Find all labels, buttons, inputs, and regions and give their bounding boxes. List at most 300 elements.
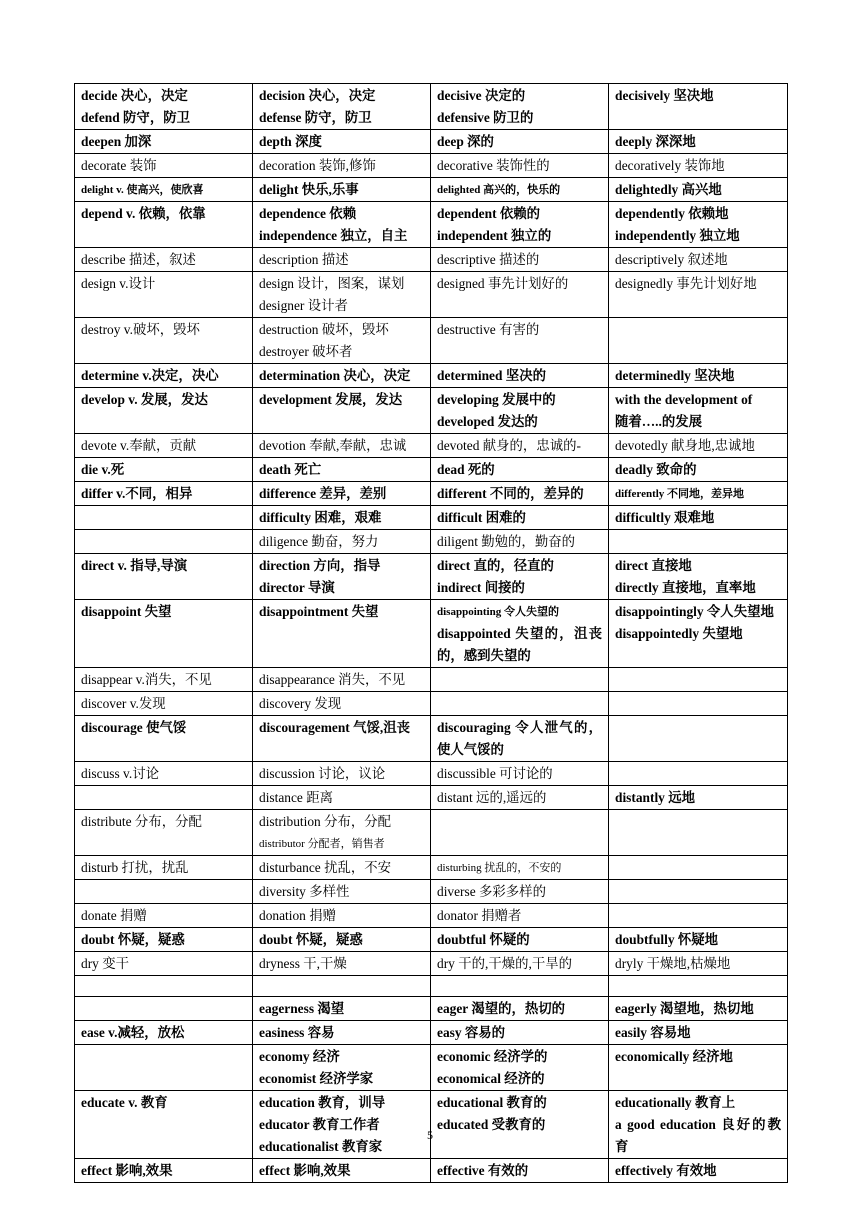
word-entry: 随着…..的发展 (615, 414, 703, 429)
word-entry: diligence 勤奋，努力 (259, 534, 379, 549)
adjective-cell (431, 248, 609, 272)
word-entry: developing 发展中的 (437, 392, 556, 407)
page-number: 5 (427, 1128, 433, 1142)
word-entry: donator 捐赠者 (437, 908, 522, 923)
vocabulary-table-body (75, 84, 788, 1183)
word-entry: indirect 间接的 (437, 580, 525, 595)
word-entry: disappoint 失望 (81, 604, 172, 619)
table-row (75, 272, 788, 318)
word-entry: decorate 装饰 (81, 158, 157, 173)
word-entry: direct v. 指导,导演 (81, 558, 188, 573)
verb-cell (75, 600, 253, 668)
word-entry: defense 防守，防卫 (259, 110, 372, 125)
verb-cell (75, 952, 253, 976)
word-entry: die v.死 (81, 462, 125, 477)
noun-cell (253, 202, 431, 248)
word-entry: discouraging 令人泄气的，使人气馁的 (437, 720, 602, 757)
verb-cell (75, 458, 253, 482)
word-entry: disappointing 令人失望的 (437, 606, 559, 618)
adverb-cell (609, 810, 788, 856)
word-entry: doubt 怀疑，疑惑 (259, 932, 363, 947)
adjective-cell (431, 976, 609, 997)
noun-cell (253, 716, 431, 762)
word-entry: design 设计，图案，谋划 (259, 276, 405, 291)
table-row (75, 458, 788, 482)
verb-cell (75, 1021, 253, 1045)
adjective-cell (431, 154, 609, 178)
word-entry: directly 直接地，直率地 (615, 580, 756, 595)
table-row (75, 904, 788, 928)
word-entry: easily 容易地 (615, 1025, 691, 1040)
adjective-cell (431, 1159, 609, 1183)
noun-cell (253, 130, 431, 154)
word-entry: a good education 良好的教育 (615, 1117, 781, 1154)
noun-cell (253, 272, 431, 318)
adjective-cell (431, 668, 609, 692)
verb-cell (75, 1091, 253, 1159)
noun-cell (253, 1021, 431, 1045)
adverb-cell (609, 976, 788, 997)
word-entry: easiness 容易 (259, 1025, 335, 1040)
word-entry: developed 发达的 (437, 414, 538, 429)
word-entry: ease v.减轻，放松 (81, 1025, 185, 1040)
word-entry: description 描述 (259, 252, 349, 267)
adverb-cell (609, 716, 788, 762)
word-entry: discouragement 气馁,沮丧 (259, 720, 411, 735)
noun-cell (253, 554, 431, 600)
word-entry: dependence 依赖 (259, 206, 357, 221)
word-entry: dependent 依赖的 (437, 206, 541, 221)
adjective-cell (431, 84, 609, 130)
word-entry: disappearance 消失，不见 (259, 672, 406, 687)
word-entry: depend v. 依赖，依靠 (81, 206, 206, 221)
table-row (75, 530, 788, 554)
word-entry: defend 防守，防卫 (81, 110, 190, 125)
word-entry: dryly 干燥地,枯燥地 (615, 956, 731, 971)
word-entry: deep 深的 (437, 134, 494, 149)
word-entry: decoration 装饰,修饰 (259, 158, 376, 173)
adverb-cell (609, 952, 788, 976)
verb-cell (75, 364, 253, 388)
word-entry: delighted 高兴的，快乐的 (437, 184, 561, 196)
word-entry: effect 影响,效果 (259, 1163, 351, 1178)
adjective-cell (431, 600, 609, 668)
word-entry: disturbance 扰乱，不安 (259, 860, 392, 875)
word-entry: different 不同的，差异的 (437, 486, 584, 501)
table-row (75, 786, 788, 810)
noun-cell (253, 1091, 431, 1159)
verb-cell (75, 482, 253, 506)
table-row (75, 1091, 788, 1159)
word-entry: deadly 致命的 (615, 462, 697, 477)
word-entry: direct 直的，径直的 (437, 558, 554, 573)
word-entry: distribute 分布，分配 (81, 814, 202, 829)
verb-cell (75, 248, 253, 272)
adjective-cell (431, 458, 609, 482)
table-row (75, 248, 788, 272)
verb-cell (75, 856, 253, 880)
word-entry: independent 独立的 (437, 228, 552, 243)
word-entry: diligent 勤勉的，勤奋的 (437, 534, 575, 549)
word-entry: independently 独立地 (615, 228, 740, 243)
adverb-cell (609, 600, 788, 668)
word-entry: effective 有效的 (437, 1163, 529, 1178)
table-row (75, 997, 788, 1021)
word-entry: distantly 远地 (615, 790, 695, 805)
adverb-cell (609, 928, 788, 952)
word-entry: describe 描述，叙述 (81, 252, 196, 267)
word-entry: disappear v.消失，不见 (81, 672, 212, 687)
verb-cell (75, 202, 253, 248)
table-row (75, 668, 788, 692)
adverb-cell (609, 272, 788, 318)
word-entry: delight v. 使高兴，使欣喜 (81, 184, 204, 196)
table-row (75, 554, 788, 600)
adverb-cell (609, 904, 788, 928)
adverb-cell (609, 84, 788, 130)
word-entry: design v.设计 (81, 276, 156, 291)
verb-cell (75, 554, 253, 600)
verb-cell (75, 716, 253, 762)
word-entry: dry 干的,干燥的,干旱的 (437, 956, 573, 971)
adjective-cell (431, 554, 609, 600)
word-entry: decision 决心，决定 (259, 88, 376, 103)
word-entry: designedly 事先计划好地 (615, 276, 757, 291)
noun-cell (253, 810, 431, 856)
word-entry: devotion 奉献,奉献，忠诚 (259, 438, 407, 453)
adverb-cell (609, 692, 788, 716)
word-entry: direction 方向，指导 (259, 558, 381, 573)
verb-cell (75, 692, 253, 716)
noun-cell (253, 600, 431, 668)
table-row (75, 1045, 788, 1091)
word-entry: independence 独立，自主 (259, 228, 408, 243)
adverb-cell (609, 202, 788, 248)
adverb-cell (609, 318, 788, 364)
word-entry: destroyer 破坏者 (259, 344, 353, 359)
verb-cell (75, 904, 253, 928)
adjective-cell (431, 997, 609, 1021)
word-entry: educator 教育工作者 (259, 1117, 380, 1132)
verb-cell (75, 1045, 253, 1091)
adjective-cell (431, 272, 609, 318)
word-entry: dryness 干,干燥 (259, 956, 347, 971)
word-entry: donate 捐赠 (81, 908, 147, 923)
adjective-cell (431, 692, 609, 716)
verb-cell (75, 997, 253, 1021)
word-entry: difficultly 艰难地 (615, 510, 715, 525)
adverb-cell (609, 1091, 788, 1159)
word-entry: economist 经济学家 (259, 1071, 374, 1086)
table-row (75, 1159, 788, 1183)
table-row (75, 856, 788, 880)
noun-cell (253, 506, 431, 530)
verb-cell (75, 506, 253, 530)
word-entry: director 导演 (259, 580, 335, 595)
adjective-cell (431, 880, 609, 904)
word-entry: eager 渴望的，热切的 (437, 1001, 566, 1016)
table-row (75, 482, 788, 506)
word-entry: descriptive 描述的 (437, 252, 540, 267)
word-entry: devote v.奉献，贡献 (81, 438, 197, 453)
word-entry: doubtful 怀疑的 (437, 932, 530, 947)
noun-cell (253, 668, 431, 692)
adverb-cell (609, 880, 788, 904)
word-entry: decide 决心，决定 (81, 88, 188, 103)
word-entry: designer 设计者 (259, 298, 348, 313)
word-entry: decorative 装饰性的 (437, 158, 550, 173)
adjective-cell (431, 928, 609, 952)
adjective-cell (431, 388, 609, 434)
word-entry: eagerness 渴望 (259, 1001, 345, 1016)
adjective-cell (431, 952, 609, 976)
word-entry: discovery 发现 (259, 696, 342, 711)
word-entry: determined 坚决的 (437, 368, 546, 383)
table-row (75, 84, 788, 130)
word-entry: discussible 可讨论的 (437, 766, 553, 781)
table-row (75, 976, 788, 997)
word-entry: educational 教育的 (437, 1095, 547, 1110)
adverb-cell (609, 1021, 788, 1045)
table-row (75, 928, 788, 952)
noun-cell (253, 997, 431, 1021)
verb-cell (75, 178, 253, 202)
noun-cell (253, 976, 431, 997)
verb-cell (75, 84, 253, 130)
word-entry: disappointment 失望 (259, 604, 379, 619)
adjective-cell (431, 716, 609, 762)
word-entry: educated 受教育的 (437, 1117, 546, 1132)
word-entry: eagerly 渴望地，热切地 (615, 1001, 754, 1016)
adverb-cell (609, 1159, 788, 1183)
table-row (75, 318, 788, 364)
word-entry: delight 快乐,乐事 (259, 182, 359, 197)
adverb-cell (609, 997, 788, 1021)
word-entry: defensive 防卫的 (437, 110, 534, 125)
table-row (75, 952, 788, 976)
table-row (75, 1021, 788, 1045)
word-entry: distributor 分配者，销售者 (259, 838, 385, 850)
adjective-cell (431, 786, 609, 810)
noun-cell (253, 318, 431, 364)
verb-cell (75, 272, 253, 318)
word-entry: depth 深度 (259, 134, 322, 149)
word-entry: distance 距离 (259, 790, 334, 805)
table-row (75, 880, 788, 904)
word-entry: disturbing 扰乱的，不安的 (437, 862, 562, 874)
table-row (75, 600, 788, 668)
noun-cell (253, 786, 431, 810)
word-entry: discuss v.讨论 (81, 766, 159, 781)
word-entry: discover v.发现 (81, 696, 166, 711)
verb-cell (75, 976, 253, 997)
word-entry: determine v.决定，决心 (81, 368, 219, 383)
word-entry: discussion 讨论，议论 (259, 766, 386, 781)
noun-cell (253, 388, 431, 434)
noun-cell (253, 434, 431, 458)
adjective-cell (431, 810, 609, 856)
verb-cell (75, 434, 253, 458)
word-entry: dependently 依赖地 (615, 206, 729, 221)
verb-cell (75, 786, 253, 810)
word-entry: economy 经济 (259, 1049, 340, 1064)
word-entry: dry 变干 (81, 956, 129, 971)
verb-cell (75, 810, 253, 856)
word-entry: distribution 分布，分配 (259, 814, 392, 829)
word-entry: determinedly 坚决地 (615, 368, 735, 383)
table-row (75, 202, 788, 248)
word-entry: with the development of (615, 392, 753, 407)
word-entry: difficult 困难的 (437, 510, 526, 525)
table-row (75, 154, 788, 178)
word-entry: economical 经济的 (437, 1071, 545, 1086)
verb-cell (75, 388, 253, 434)
word-entry: effectively 有效地 (615, 1163, 717, 1178)
word-entry: educationally 教育上 (615, 1095, 736, 1110)
table-row (75, 388, 788, 434)
table-row (75, 810, 788, 856)
word-entry: develop v. 发展，发达 (81, 392, 208, 407)
adverb-cell (609, 388, 788, 434)
noun-cell (253, 928, 431, 952)
adverb-cell (609, 762, 788, 786)
noun-cell (253, 364, 431, 388)
word-entry: death 死亡 (259, 462, 322, 477)
noun-cell (253, 762, 431, 786)
noun-cell (253, 904, 431, 928)
word-entry: destroy v.破坏，毁坏 (81, 322, 200, 337)
adjective-cell (431, 1091, 609, 1159)
adverb-cell (609, 248, 788, 272)
noun-cell (253, 178, 431, 202)
adjective-cell (431, 318, 609, 364)
adverb-cell (609, 856, 788, 880)
table-row (75, 692, 788, 716)
word-entry: dead 死的 (437, 462, 495, 477)
adjective-cell (431, 482, 609, 506)
noun-cell (253, 1159, 431, 1183)
word-entry: deepen 加深 (81, 134, 152, 149)
noun-cell (253, 952, 431, 976)
adjective-cell (431, 506, 609, 530)
adverb-cell (609, 668, 788, 692)
adverb-cell (609, 482, 788, 506)
verb-cell (75, 154, 253, 178)
table-row (75, 130, 788, 154)
word-entry: discourage 使气馁 (81, 720, 187, 735)
table-row (75, 178, 788, 202)
word-entry: determination 决心，决定 (259, 368, 411, 383)
word-entry: destruction 破坏，毁坏 (259, 322, 389, 337)
adjective-cell (431, 530, 609, 554)
word-entry: decisively 坚决地 (615, 88, 714, 103)
verb-cell (75, 530, 253, 554)
vocabulary-table (74, 83, 788, 1183)
adverb-cell (609, 554, 788, 600)
adjective-cell (431, 904, 609, 928)
word-entry: distant 远的,遥远的 (437, 790, 547, 805)
word-entry: deeply 深深地 (615, 134, 696, 149)
word-entry: disappointedly 失望地 (615, 626, 743, 641)
word-entry: educate v. 教育 (81, 1095, 168, 1110)
word-entry: differ v.不同，相异 (81, 486, 193, 501)
verb-cell (75, 928, 253, 952)
word-entry: disturb 打扰，扰乱 (81, 860, 189, 875)
word-entry: decoratively 装饰地 (615, 158, 725, 173)
noun-cell (253, 692, 431, 716)
adjective-cell (431, 762, 609, 786)
noun-cell (253, 880, 431, 904)
verb-cell (75, 880, 253, 904)
word-entry: differently 不同地，差异地 (615, 488, 745, 500)
adjective-cell (431, 1021, 609, 1045)
table-row (75, 506, 788, 530)
word-entry: educationalist 教育家 (259, 1139, 383, 1154)
adjective-cell (431, 130, 609, 154)
adjective-cell (431, 1045, 609, 1091)
adverb-cell (609, 786, 788, 810)
adverb-cell (609, 154, 788, 178)
word-entry: disappointingly 令人失望地 (615, 604, 774, 619)
noun-cell (253, 856, 431, 880)
word-entry: decisive 决定的 (437, 88, 526, 103)
noun-cell (253, 154, 431, 178)
word-entry: doubtfully 怀疑地 (615, 932, 719, 947)
table-row (75, 762, 788, 786)
noun-cell (253, 248, 431, 272)
word-entry: devotedly 献身地,忠诚地 (615, 438, 755, 453)
table-row (75, 434, 788, 458)
table-row (75, 716, 788, 762)
word-entry: devoted 献身的，忠诚的- (437, 438, 581, 453)
adverb-cell (609, 530, 788, 554)
word-entry: diverse 多彩多样的 (437, 884, 546, 899)
adverb-cell (609, 130, 788, 154)
adverb-cell (609, 458, 788, 482)
adjective-cell (431, 434, 609, 458)
word-entry: destructive 有害的 (437, 322, 540, 337)
adverb-cell (609, 178, 788, 202)
verb-cell (75, 668, 253, 692)
word-entry: doubt 怀疑，疑惑 (81, 932, 185, 947)
word-entry: easy 容易的 (437, 1025, 506, 1040)
word-entry: economic 经济学的 (437, 1049, 548, 1064)
word-entry: development 发展，发达 (259, 392, 403, 407)
word-entry: delightedly 高兴地 (615, 182, 722, 197)
verb-cell (75, 318, 253, 364)
word-entry: diversity 多样性 (259, 884, 350, 899)
word-entry: effect 影响,效果 (81, 1163, 173, 1178)
word-entry: education 教育，训导 (259, 1095, 386, 1110)
adverb-cell (609, 506, 788, 530)
verb-cell (75, 762, 253, 786)
word-entry: designed 事先计划好的 (437, 276, 569, 291)
table-row (75, 364, 788, 388)
word-entry: economically 经济地 (615, 1049, 733, 1064)
adverb-cell (609, 1045, 788, 1091)
verb-cell (75, 1159, 253, 1183)
word-entry: descriptively 叙述地 (615, 252, 728, 267)
adjective-cell (431, 856, 609, 880)
verb-cell (75, 130, 253, 154)
adjective-cell (431, 202, 609, 248)
word-entry: donation 捐赠 (259, 908, 336, 923)
word-entry: difference 差异，差别 (259, 486, 387, 501)
adverb-cell (609, 364, 788, 388)
word-entry: disappointed 失望的，沮丧的，感到失望的 (437, 626, 602, 663)
noun-cell (253, 458, 431, 482)
word-entry: direct 直接地 (615, 558, 692, 573)
